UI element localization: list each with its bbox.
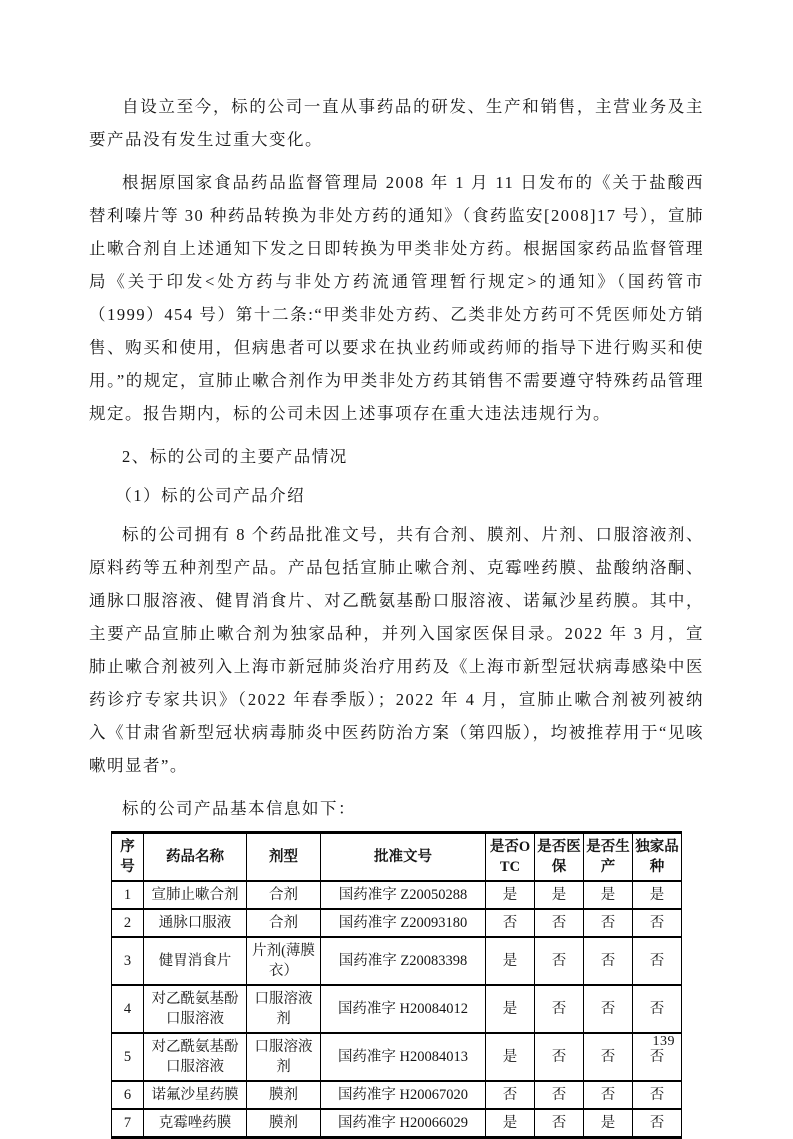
cell-drug-name: 诺氟沙星药膜 <box>144 1081 247 1109</box>
cell-dosage-form: 合剂 <box>247 909 321 937</box>
col-header-approval-number: 批准文号 <box>321 833 486 882</box>
cell-seq: 3 <box>112 937 144 985</box>
paragraph-otc-regulation: 根据原国家食品药品监督管理局 2008 年 1 月 11 日发布的《关于盐酸西替利嗪片等 30 种药品转换为非处方药的通知》（食药监安[2008]17 号），宣肺止嗽合剂自上述通知下发之日即转换为甲类非处方药。根据国家药品监督管理局《关于印发<处方药与非处方药流通管理暂行规定>的通知》（国药管市（1999）454 号）第十二条:“甲类非处方药、乙类非处方药可不凭医师处方销售、购买和使用，但病患者可以要求在执业药师或药师的指导下进行购买和使用。”的规定，宣肺止嗽合剂作为甲类非处方药其销售不需要遵守特殊药品管理规定。报告期内，标的公司未因上述事项存在重大违法违规行为。 <box>89 173 704 423</box>
cell-drug-name: 健胃消食片 <box>144 937 247 985</box>
cell-in-production: 否 <box>584 909 633 937</box>
cell-approval-number: 国药准字 H20066029 <box>321 1109 486 1138</box>
table-intro-line: 标的公司产品基本信息如下： <box>122 799 356 818</box>
cell-dosage-form: 片剂(薄膜衣） <box>247 937 321 985</box>
cell-exclusive: 否 <box>633 1033 682 1081</box>
paragraph-product-overview: 标的公司拥有 8 个药品批准文号，共有合剂、膜剂、片剂、口服溶液剂、原料药等五种剂型产品。产品包括宣肺止嗽合剂、克霉唑药膜、盐酸纳洛酮、通脉口服溶液、健胃消食片、对乙酰氨基酚口服溶液、诺氟沙星药膜。其中，主要产品宣肺止嗽合剂为独家品种，并列入国家医保目录。2022 年 3 月，宣肺止嗽合剂被列入上海市新冠肺炎治疗用药及《上海市新型冠状病毒感染中医药诊疗专家共识》（2022 年春季版）；2022 年 4 月，宣肺止嗽合剂被列被纳入《甘肃省新型冠状病毒肺炎中医药防治方案（第四版），均被推荐用于“见咳嗽明显者”。 <box>89 525 704 775</box>
page-number: 139 <box>652 1034 675 1049</box>
col-header-drug-name: 药品名称 <box>144 833 247 882</box>
cell-dosage-form: 口服溶液剂 <box>247 985 321 1033</box>
cell-in-production: 否 <box>584 985 633 1033</box>
cell-seq: 1 <box>112 881 144 909</box>
table-row <box>112 1081 682 1109</box>
cell-exclusive: 是 <box>633 881 682 909</box>
cell-in-production: 是 <box>584 881 633 909</box>
cell-medical-insurance: 否 <box>535 1033 584 1081</box>
cell-drug-name: 对乙酰氨基酚口服溶液 <box>144 1033 247 1081</box>
table-row <box>112 937 682 985</box>
cell-seq: 5 <box>112 1033 144 1081</box>
cell-drug-name: 克霉唑药膜 <box>144 1109 247 1138</box>
table-row <box>112 985 682 1033</box>
col-header-in-production: 是否生产 <box>584 833 633 882</box>
cell-seq: 2 <box>112 909 144 937</box>
cell-otc: 是 <box>486 937 535 985</box>
table-row <box>112 909 682 937</box>
cell-exclusive: 否 <box>633 985 682 1033</box>
cell-medical-insurance: 否 <box>535 1081 584 1109</box>
cell-approval-number: 国药准字 Z20050288 <box>321 881 486 909</box>
cell-medical-insurance: 否 <box>535 909 584 937</box>
cell-medical-insurance: 否 <box>535 985 584 1033</box>
cell-drug-name: 宣肺止嗽合剂 <box>144 881 247 909</box>
table-row <box>112 1109 682 1138</box>
cell-exclusive: 否 <box>633 1109 682 1138</box>
cell-in-production: 否 <box>584 1081 633 1109</box>
cell-otc: 是 <box>486 1033 535 1081</box>
cell-approval-number: 国药准字 H20067020 <box>321 1081 486 1109</box>
cell-medical-insurance: 是 <box>535 881 584 909</box>
col-header-medical-insurance: 是否医保 <box>535 833 584 882</box>
cell-in-production: 是 <box>584 1109 633 1138</box>
cell-drug-name: 对乙酰氨基酚口服溶液 <box>144 985 247 1033</box>
paragraph-business-history: 自设立至今，标的公司一直从事药品的研发、生产和销售，主营业务及主要产品没有发生过重大变化。 <box>89 97 704 149</box>
cell-otc: 是 <box>486 985 535 1033</box>
table-row <box>112 881 682 909</box>
subsection-heading-product-intro: （1）标的公司产品介绍 <box>115 486 306 505</box>
product-info-table <box>111 831 682 1139</box>
cell-exclusive: 否 <box>633 937 682 985</box>
col-header-seq: 序号 <box>112 833 144 882</box>
cell-dosage-form: 膜剂 <box>247 1081 321 1109</box>
cell-medical-insurance: 否 <box>535 937 584 985</box>
col-header-dosage-form: 剂型 <box>247 833 321 882</box>
cell-otc: 是 <box>486 881 535 909</box>
cell-drug-name: 通脉口服液 <box>144 909 247 937</box>
cell-dosage-form: 合剂 <box>247 881 321 909</box>
cell-seq: 7 <box>112 1109 144 1138</box>
cell-seq: 4 <box>112 985 144 1033</box>
cell-otc: 是 <box>486 1109 535 1138</box>
cell-exclusive: 否 <box>633 909 682 937</box>
cell-dosage-form: 膜剂 <box>247 1109 321 1138</box>
cell-approval-number: 国药准字 Z20083398 <box>321 937 486 985</box>
cell-in-production: 否 <box>584 1033 633 1081</box>
cell-in-production: 否 <box>584 937 633 985</box>
section-heading-main-products: 2、标的公司的主要产品情况 <box>122 447 348 466</box>
cell-approval-number: 国药准字 Z20093180 <box>321 909 486 937</box>
table-header-row <box>112 833 682 882</box>
cell-otc: 否 <box>486 909 535 937</box>
table-row <box>112 1033 682 1081</box>
cell-approval-number: 国药准字 H20084012 <box>321 985 486 1033</box>
col-header-otc: 是否OTC <box>486 833 535 882</box>
cell-medical-insurance: 否 <box>535 1109 584 1138</box>
cell-dosage-form: 口服溶液剂 <box>247 1033 321 1081</box>
cell-seq: 6 <box>112 1081 144 1109</box>
cell-otc: 否 <box>486 1081 535 1109</box>
cell-exclusive: 否 <box>633 1081 682 1109</box>
col-header-exclusive: 独家品种 <box>633 833 682 882</box>
cell-approval-number: 国药准字 H20084013 <box>321 1033 486 1081</box>
